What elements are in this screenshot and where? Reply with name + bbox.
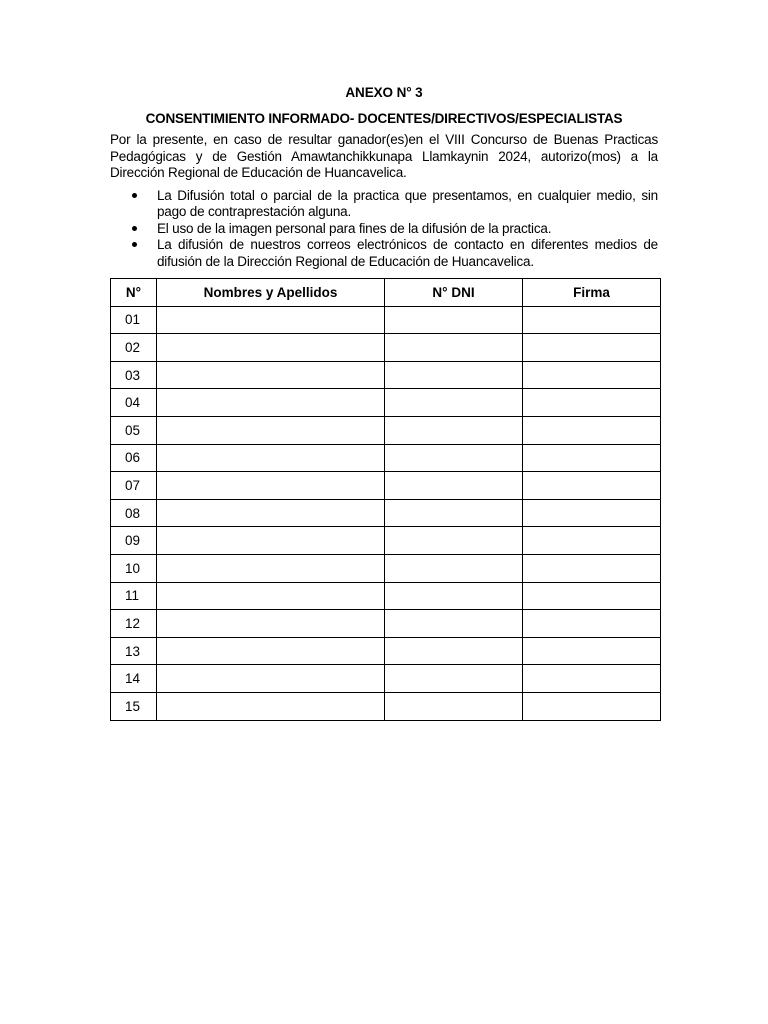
name-cell[interactable]	[157, 692, 385, 720]
name-cell[interactable]	[157, 527, 385, 555]
row-number: 11	[111, 582, 157, 610]
authorization-list	[110, 188, 658, 271]
signature-cell[interactable]	[523, 499, 661, 527]
row-number: 04	[111, 389, 157, 417]
signature-table	[110, 278, 661, 721]
row-number: 01	[111, 306, 157, 334]
table-row	[111, 582, 661, 610]
document-subtitle: CONSENTIMIENTO INFORMADO- DOCENTES/DIRECTIVOS/ESPECIALISTAS	[145, 111, 623, 126]
intro-paragraph: Por la presente, en caso de resultar ganador(es)en el VIII Concurso de Buenas Practicas Pedagógicas y de Gestión Amawtanchikkunapa Llamkaynin 2024, autorizo(mos) a la Dirección Regional de Educación de Huancavelica.	[110, 132, 658, 180]
dni-cell[interactable]	[385, 361, 523, 389]
table-row	[111, 637, 661, 665]
table-row	[111, 416, 661, 444]
row-number: 05	[111, 416, 157, 444]
name-cell[interactable]	[157, 389, 385, 417]
authorization-item-text: La difusión de nuestros correos electrónicos de contacto en diferentes medios de difusión de la Dirección Regional de Educación de Huancavelica.	[157, 237, 658, 269]
signature-cell[interactable]	[523, 610, 661, 638]
name-cell[interactable]	[157, 610, 385, 638]
row-number: 09	[111, 527, 157, 555]
signature-cell[interactable]	[523, 692, 661, 720]
signature-cell[interactable]	[523, 334, 661, 362]
signature-cell[interactable]	[523, 665, 661, 693]
name-cell[interactable]	[157, 637, 385, 665]
bullet-icon	[132, 226, 137, 231]
row-number: 12	[111, 610, 157, 638]
table-row	[111, 334, 661, 362]
dni-cell[interactable]	[385, 582, 523, 610]
header-signature: Firma	[523, 279, 661, 307]
dni-cell[interactable]	[385, 554, 523, 582]
signature-cell[interactable]	[523, 361, 661, 389]
header-names: Nombres y Apellidos	[157, 279, 385, 307]
dni-cell[interactable]	[385, 692, 523, 720]
dni-cell[interactable]	[385, 610, 523, 638]
bullet-icon	[132, 242, 137, 247]
row-number: 07	[111, 472, 157, 500]
name-cell[interactable]	[157, 554, 385, 582]
signature-cell[interactable]	[523, 389, 661, 417]
row-number: 06	[111, 444, 157, 472]
dni-cell[interactable]	[385, 306, 523, 334]
signature-cell[interactable]	[523, 637, 661, 665]
row-number: 14	[111, 665, 157, 693]
signature-cell[interactable]	[523, 472, 661, 500]
table-row	[111, 389, 661, 417]
row-number: 10	[111, 554, 157, 582]
signature-cell[interactable]	[523, 582, 661, 610]
name-cell[interactable]	[157, 665, 385, 693]
dni-cell[interactable]	[385, 472, 523, 500]
name-cell[interactable]	[157, 416, 385, 444]
authorization-item-text: El uso de la imagen personal para fines de la difusión de la practica.	[157, 220, 552, 236]
dni-cell[interactable]	[385, 416, 523, 444]
table-body	[111, 306, 661, 720]
signature-cell[interactable]	[523, 444, 661, 472]
name-cell[interactable]	[157, 361, 385, 389]
bullet-icon	[132, 193, 137, 198]
document-title: ANEXO N° 3	[345, 85, 423, 100]
table-row	[111, 554, 661, 582]
name-cell[interactable]	[157, 582, 385, 610]
table-row	[111, 499, 661, 527]
table-row	[111, 610, 661, 638]
table-row	[111, 692, 661, 720]
authorization-item-text: La Difusión total o parcial de la practica que presentamos, en cualquier medio, sin pago de contraprestación alguna.	[157, 187, 658, 219]
document-page	[110, 84, 658, 721]
row-number: 15	[111, 692, 157, 720]
signature-cell[interactable]	[523, 306, 661, 334]
table-row	[111, 527, 661, 555]
table-row	[111, 665, 661, 693]
row-number: 08	[111, 499, 157, 527]
dni-cell[interactable]	[385, 637, 523, 665]
dni-cell[interactable]	[385, 665, 523, 693]
dni-cell[interactable]	[385, 334, 523, 362]
name-cell[interactable]	[157, 444, 385, 472]
signature-cell[interactable]	[523, 416, 661, 444]
dni-cell[interactable]	[385, 389, 523, 417]
name-cell[interactable]	[157, 472, 385, 500]
name-cell[interactable]	[157, 499, 385, 527]
table-row	[111, 444, 661, 472]
signature-cell[interactable]	[523, 527, 661, 555]
table-header-row	[111, 279, 661, 307]
dni-cell[interactable]	[385, 499, 523, 527]
table-row	[111, 472, 661, 500]
dni-cell[interactable]	[385, 527, 523, 555]
name-cell[interactable]	[157, 306, 385, 334]
authorization-item	[110, 221, 658, 238]
table-row	[111, 361, 661, 389]
row-number: 13	[111, 637, 157, 665]
header-dni: N° DNI	[385, 279, 523, 307]
authorization-item	[110, 237, 658, 270]
row-number: 02	[111, 334, 157, 362]
table-row	[111, 306, 661, 334]
row-number: 03	[111, 361, 157, 389]
dni-cell[interactable]	[385, 444, 523, 472]
name-cell[interactable]	[157, 334, 385, 362]
signature-cell[interactable]	[523, 554, 661, 582]
authorization-item	[110, 188, 658, 221]
header-number: N°	[111, 279, 157, 307]
